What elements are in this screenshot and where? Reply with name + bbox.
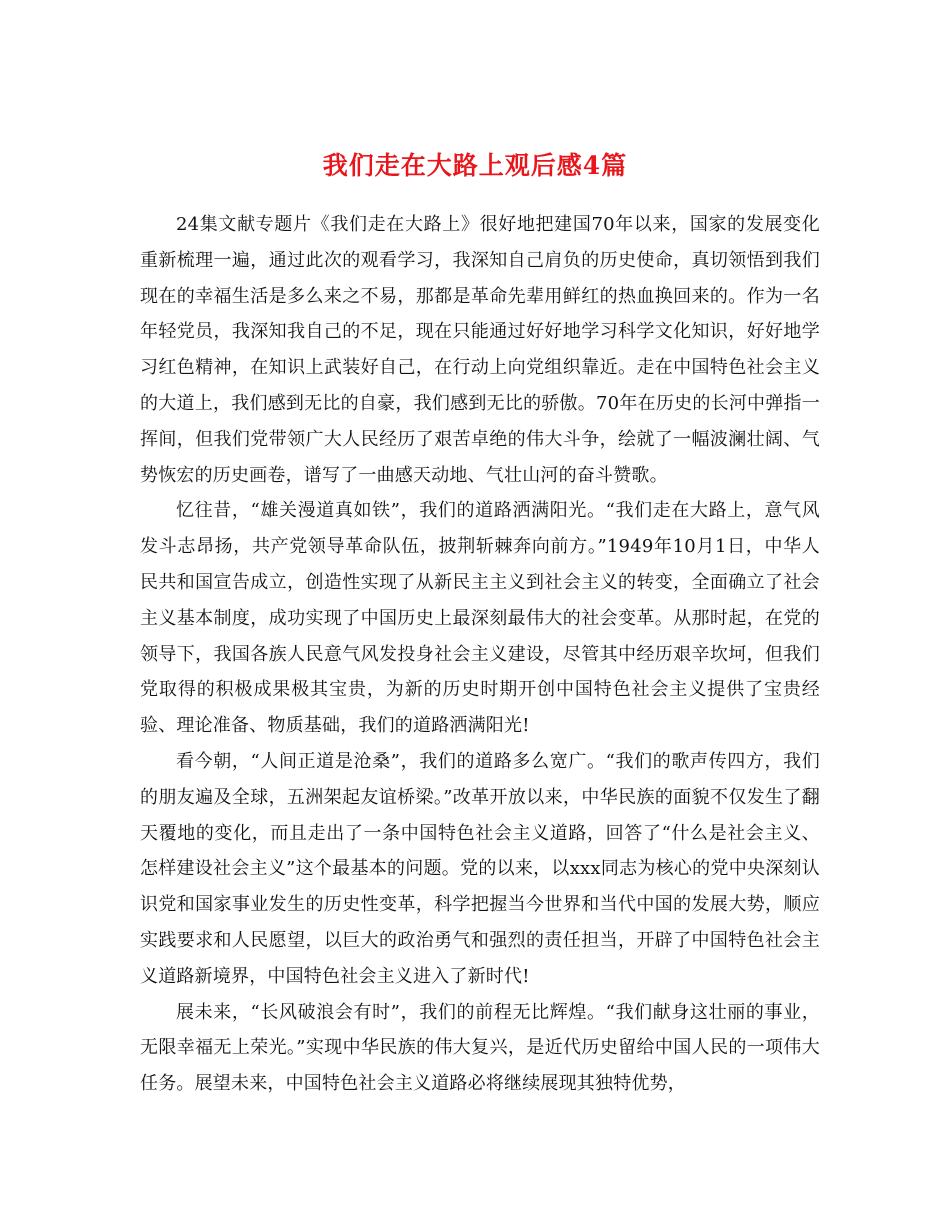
document-title: 我们走在大路上观后感4篇 (322, 150, 628, 180)
paragraph-4: 展未来，“长风破浪会有时”，我们的前程无比辉煌。“我们献身这壮丽的事业，无限幸福无上荣光。”实现中华民族的伟大复兴，是近代历史留给中国人民的一项伟大任务。展望未来，中国特色社会主义道路必将继续展现其独特优势， (140, 1001, 820, 1095)
document-body (140, 207, 820, 1102)
paragraph-2: 忆往昔，“雄关漫道真如铁”，我们的道路洒满阳光。“我们走在大路上，意气风发斗志昂扬，共产党领导革命队伍，披荆斩棘奔向前方。”1949年10月1日，中华人民共和国宣告成立，创造性实现了从新民主主义到社会主义的转变，全面确立了社会主义基本制度，成功实现了中国历史上最深刻最伟大的社会变革。从那时起，在党的领导下，我国各族人民意气风发投身社会主义建设，尽管其中经历艰辛坎坷，但我们党取得的积极成果极其宝贵，为新的历史时期开创中国特色社会主义提供了宝贵经验、理论准备、物质基础，我们的道路洒满阳光! (140, 500, 820, 737)
paragraph-3: 看今朝，“人间正道是沧桑”，我们的道路多么宽广。“我们的歌声传四方，我们的朋友遍及全球，五洲架起友谊桥梁。”改革开放以来，中华民族的面貌不仅发生了翻天覆地的变化，而且走出了一条中国特色社会主义道路，回答了“什么是社会主义、怎样建设社会主义”这个最基本的问题。党的以来，以xxx同志为核心的党中央深刻认识党和国家事业发生的历史性变革，科学把握当今世界和当代中国的发展大势，顺应实践要求和人民愿望，以巨大的政治勇气和强烈的责任担当，开辟了中国特色社会主义道路新境界，中国特色社会主义进入了新时代! (140, 750, 820, 987)
paragraph-1: 24集文献专题片《我们走在大路上》很好地把建国70年以来，国家的发展变化重新梳理一遍，通过此次的观看学习，我深知自己肩负的历史使命，真切领悟到我们现在的幸福生活是多么来之不易，那都是革命先辈用鲜红的热血换回来的。作为一名年轻党员，我深知我自己的不足，现在只能通过好好地学习科学文化知识，好好地学习红色精神，在知识上武装好自己，在行动上向党组织靠近。走在中国特色社会主义的大道上，我们感到无比的自豪，我们感到无比的骄傲。70年在历史的长河中弹指一挥间，但我们党带领广大人民经历了艰苦卓绝的伟大斗争，绘就了一幅波澜壮阔、气势恢宏的历史画卷，谱写了一曲感天动地、气壮山河的奋斗赞歌。 (140, 214, 820, 486)
